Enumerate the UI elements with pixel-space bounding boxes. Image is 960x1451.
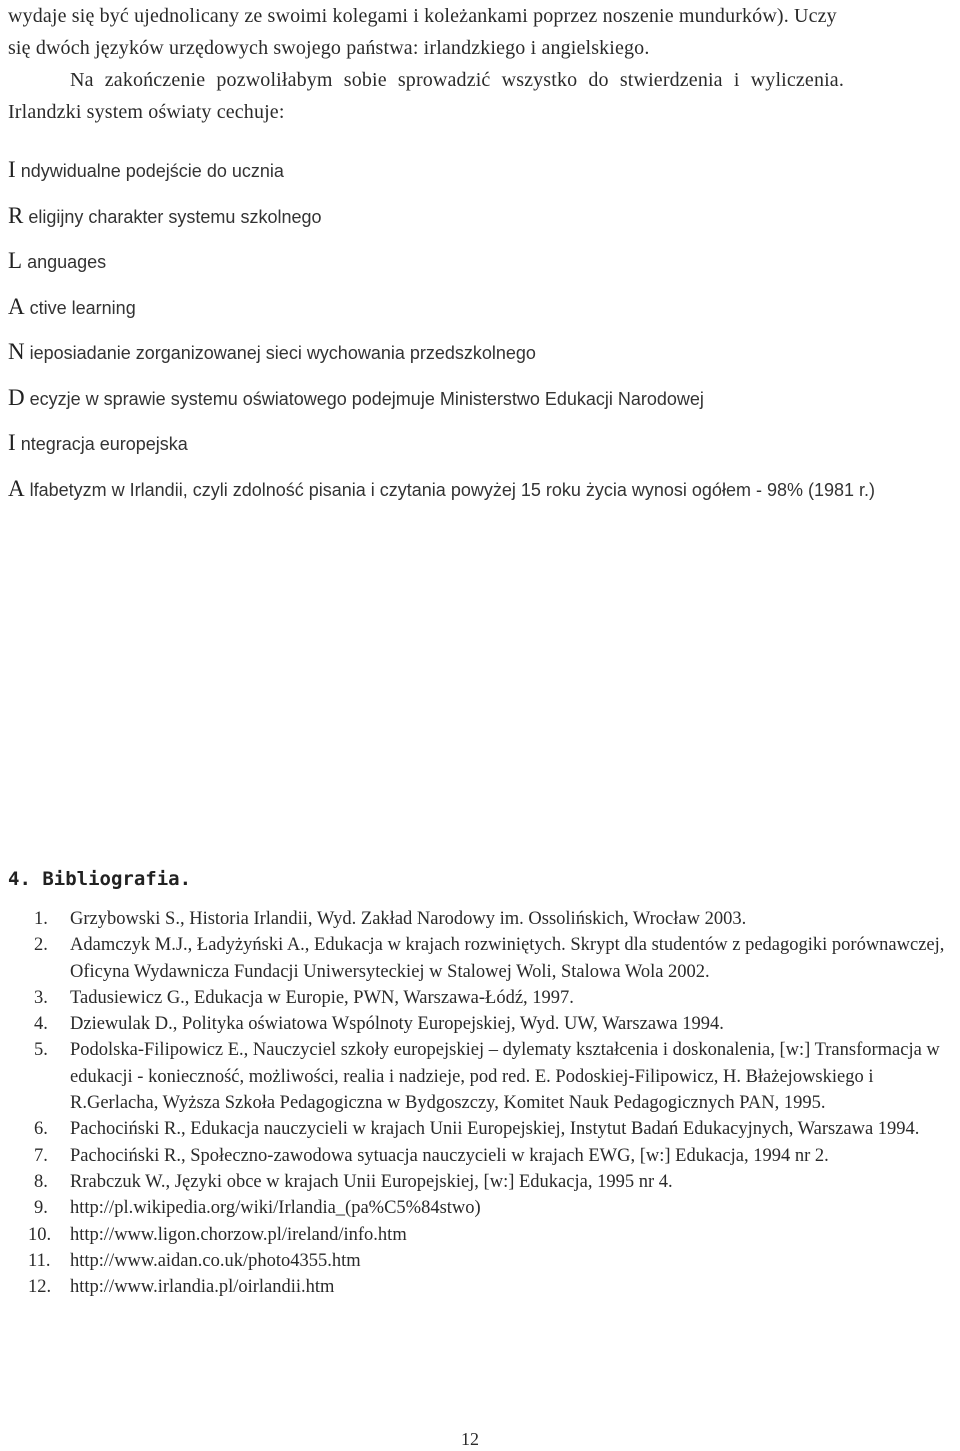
- intro-line-3: Na zakończenie pozwoliłabym sobie sprowadzić wszystko do stwierdzenia i wyliczenia.: [70, 69, 844, 91]
- bibliography-item: [8, 906, 952, 932]
- acrostic-letter: L: [8, 248, 23, 273]
- acrostic-item: [8, 384, 958, 413]
- bibliography-item: [8, 1116, 952, 1142]
- intro-line-4: Irlandzki system oświaty cechuje:: [8, 101, 285, 123]
- acrostic-text: ieposiadanie zorganizowanej sieci wychowania przedszkolnego: [29, 343, 536, 363]
- bibliography-item: [8, 932, 952, 985]
- bibliography-number: 2.: [34, 935, 48, 956]
- bibliography-text: Pachociński R., Społeczno-zawodowa sytuacja nauczycieli w krajach EWG, [w:] Edukacja, 1994 nr 2.: [70, 1145, 829, 1166]
- intro-line-2: się dwóch języków urzędowych swojego państwa: irlandzkiego i angielskiego.: [8, 37, 650, 59]
- page-number: 12: [461, 1429, 479, 1449]
- bibliography-number: 3.: [34, 987, 48, 1008]
- bibliography-item: [8, 1248, 952, 1274]
- acrostic-letter: I: [8, 157, 16, 182]
- bibliography-text: Rrabczuk W., Języki obce w krajach Unii Europejskiej, [w:] Edukacja, 1995 nr 4.: [70, 1171, 673, 1192]
- bibliography-item: [8, 1143, 952, 1169]
- bibliography-item: [8, 1011, 952, 1037]
- acrostic-item: [8, 202, 958, 231]
- acrostic-text: anguages: [27, 252, 107, 272]
- acrostic-text: lfabetyzm w Irlandii, czyli zdolność pisania i czytania powyżej 15 roku życia wynosi ogółem - 98% (1981 r.): [29, 479, 876, 500]
- acrostic-item: [8, 475, 960, 504]
- acrostic-text: ecyzje w sprawie systemu oświatowego podejmuje Ministerstwo Edukacji Narodowej: [29, 388, 704, 409]
- bibliography-number: 6.: [34, 1119, 48, 1140]
- bibliography-item: [8, 1195, 952, 1221]
- bibliography-text: Tadusiewicz G., Edukacja w Europie, PWN, Warszawa-Łódź, 1997.: [70, 987, 574, 1008]
- acrostic-item: [8, 293, 958, 322]
- acrostic-text: eligijny charakter systemu szkolnego: [28, 206, 322, 227]
- bibliography-number: 10.: [28, 1224, 52, 1245]
- bibliography-link: http://www.ligon.chorzow.pl/ireland/info.htm: [70, 1224, 407, 1245]
- bibliography-text: Pachociński R., Edukacja nauczycieli w krajach Unii Europejskiej, Instytut Badań Edukacyjnych, Warszawa 1994.: [70, 1119, 920, 1140]
- acrostic-text: ndywidualne podejście do ucznia: [20, 161, 284, 181]
- bibliography-item: [8, 985, 952, 1011]
- acrostic-item: [8, 338, 958, 367]
- bibliography-item: [8, 1274, 952, 1300]
- bibliography-heading: 4. Bibliografia.: [8, 868, 192, 890]
- bibliography-number: 5.: [34, 1040, 48, 1061]
- acrostic-item: [8, 429, 958, 458]
- intro-line-1: wydaje się być ujednolicany ze swoimi kolegami i koleżankami poprzez noszenie mundurków). Uczy: [8, 5, 837, 27]
- bibliography-text: Dziewulak D., Polityka oświatowa Wspólnoty Europejskiej, Wyd. UW, Warszawa 1994.: [70, 1014, 724, 1035]
- bibliography-number: 8.: [34, 1171, 48, 1192]
- bibliography-number: 1.: [34, 909, 48, 929]
- bibliography-item: [8, 1169, 952, 1195]
- acrostic-letter: A: [8, 475, 25, 501]
- bibliography-list: [8, 906, 952, 1300]
- bibliography-number: 7.: [34, 1145, 48, 1166]
- intro-paragraph: [8, 0, 958, 128]
- bibliography-number: 9.: [34, 1198, 48, 1219]
- acrostic-item: [8, 156, 958, 185]
- bibliography-number: 12.: [28, 1277, 52, 1298]
- acrostic-text: ntegracja europejska: [20, 434, 188, 454]
- acrostic-letter: I: [8, 430, 16, 455]
- acrostic-letter: N: [8, 339, 25, 364]
- acrostic-list: [8, 156, 958, 520]
- bibliography-item: [8, 1037, 952, 1116]
- acrostic-text: ctive learning: [29, 297, 136, 318]
- bibliography-text: Podolska-Filipowicz E., Nauczyciel szkoły europejskiej – dylematy kształcenia i doskonalenia, [w:] Transformacja w edukacji - konieczność, możliwości, realia i nadzieje, pod red. E. Podoskiej-Filipowicz, H. Błażejowskiego i R.Gerlacha, Wyższa Szkoła Pedagogiczna w Bydgoszczy, Komitet Nauk Pedagogicznych PAN, 1995.: [70, 1040, 940, 1114]
- bibliography-link: http://www.irlandia.pl/oirlandii.htm: [70, 1277, 335, 1298]
- bibliography-text: Adamczyk M.J., Ładyżyński A., Edukacja w krajach rozwiniętych. Skrypt dla studentów z pedagogiki porównawczej, Oficyna Wydawnicza Fundacji Uniwersyteckiej w Stalowej Woli, Stalowa Wola 2002.: [70, 935, 945, 982]
- acrostic-item: [8, 247, 958, 276]
- bibliography-link: http://pl.wikipedia.org/wiki/Irlandia_(pa%C5%84stwo): [70, 1198, 481, 1219]
- bibliography-text: Grzybowski S., Historia Irlandii, Wyd. Zakład Narodowy im. Ossolińskich, Wrocław 2003.: [70, 909, 747, 929]
- bibliography-number: 11.: [28, 1250, 51, 1271]
- acrostic-letter: R: [8, 202, 24, 228]
- bibliography-link: http://www.aidan.co.uk/photo4355.htm: [70, 1250, 361, 1271]
- bibliography-item: [8, 1222, 952, 1248]
- acrostic-letter: D: [8, 384, 25, 410]
- bibliography-number: 4.: [34, 1014, 48, 1035]
- acrostic-letter: A: [8, 293, 25, 319]
